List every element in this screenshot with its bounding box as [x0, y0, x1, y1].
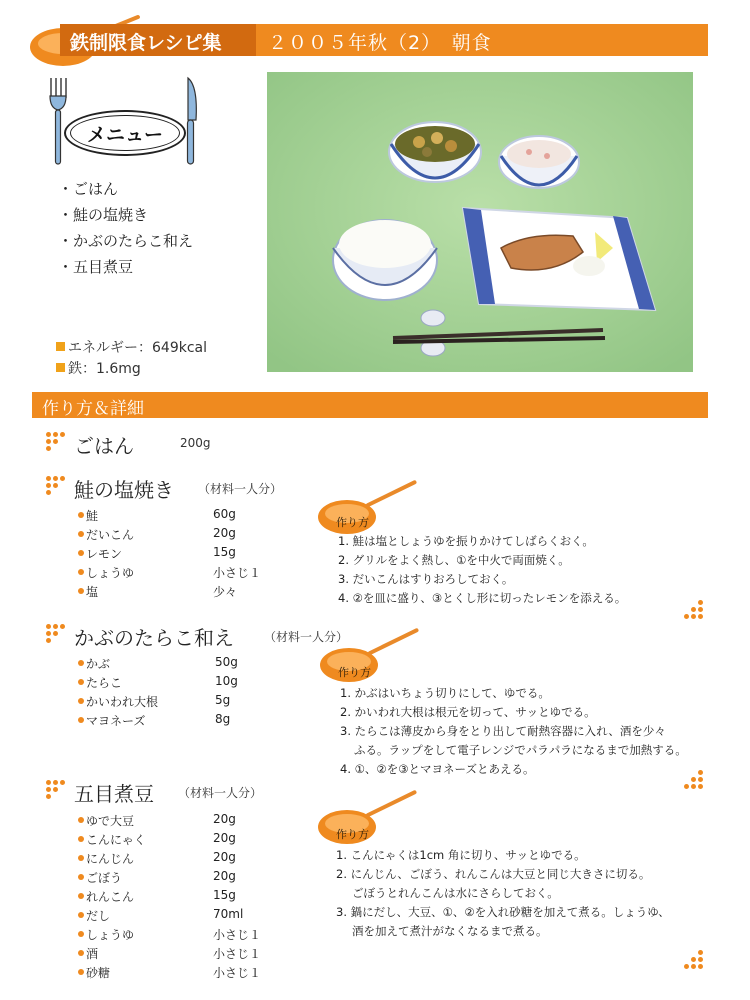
bullet-dot-icon — [78, 969, 84, 975]
dots-logo-icon — [46, 624, 66, 644]
bullet-dot-icon — [78, 717, 84, 723]
ingredient-amount: 20g — [213, 831, 236, 845]
ingredient-name: だし — [86, 909, 111, 923]
bullet-dot-icon — [78, 512, 84, 518]
page-subtitle: ２００５年秋（2） 朝食 — [268, 32, 492, 54]
ingredient-name: だいこん — [86, 528, 135, 542]
dish-note-beans: （材料一人分） — [178, 786, 263, 800]
bullet-dot-icon — [78, 931, 84, 937]
dots-logo-icon — [46, 432, 66, 452]
bullet-dot-icon — [78, 550, 84, 556]
ingredient-name: ごぼう — [86, 871, 123, 885]
menu-item-beans: ・五目煮豆 — [58, 258, 134, 276]
step-line: 3. たらこは薄皮から身をとり出して耐熱容器に入れ、酒を少々 — [340, 724, 666, 738]
dots-logo-icon — [46, 476, 66, 496]
ingredient-name: 砂糖 — [86, 966, 111, 980]
bullet-dot-icon — [78, 836, 84, 842]
step-line: 2. にんじん、ごぼう、れんこんは大豆と同じ大きさに切る。 — [336, 867, 651, 881]
ingredient-name: 酒 — [86, 947, 99, 961]
menu-item-turnip: ・かぶのたらこ和え — [58, 232, 194, 250]
menu-item-rice: ・ごはん — [58, 180, 119, 198]
ingredient-amount: 小さじ１ — [213, 947, 262, 961]
ingredient-name: かいわれ大根 — [86, 695, 159, 709]
ingredient-amount: 小さじ１ — [213, 566, 262, 580]
bullet-dot-icon — [78, 855, 84, 861]
dish-note-turnip: （材料一人分） — [264, 630, 349, 644]
ingredient-name: にんじん — [86, 852, 135, 866]
pan-label: 作り方 — [338, 666, 371, 679]
nutrition-iron: 鉄：1.6mg — [68, 361, 141, 377]
dish-title-beans: 五目煮豆 — [74, 782, 154, 806]
dish-title-salmon: 鮭の塩焼き — [74, 478, 174, 502]
dish-title-rice: ごはん — [74, 434, 134, 458]
step-line: ふる。ラップをして電子レンジでパラパラになるまで加熱する。 — [354, 743, 687, 757]
ingredient-name: しょうゆ — [86, 566, 135, 580]
step-line: 4. ②を皿に盛り、③とくし形に切ったレモンを添える。 — [338, 591, 627, 605]
ingredient-amount: 20g — [213, 526, 236, 540]
step-line: 1. こんにゃくは1cm 角に切り、サッとゆでる。 — [336, 848, 586, 862]
bullet-dot-icon — [78, 912, 84, 918]
ingredient-amount: 70ml — [213, 907, 244, 921]
ingredient-amount: 8g — [215, 712, 231, 726]
dish-title-turnip: かぶのたらこ和え — [74, 626, 234, 650]
step-line: 2. グリルをよく熱し、①を中火で両面焼く。 — [338, 553, 570, 567]
ingredient-amount: 50g — [215, 655, 238, 669]
dish-note-salmon: （材料一人分） — [198, 482, 283, 496]
step-line: 3. 鍋にだし、大豆、①、②を入れ砂糖を加えて煮る。しょうゆ、 — [336, 905, 670, 919]
ingredient-amount: 20g — [213, 850, 236, 864]
step-line: 1. かぶはいちょう切りにして、ゆでる。 — [340, 686, 550, 700]
dots-corner-icon — [684, 770, 704, 790]
dots-corner-icon — [684, 950, 704, 970]
ingredient-name: 鮭 — [86, 509, 99, 523]
section-title: 作り方＆詳細 — [42, 399, 144, 419]
bullet-dot-icon — [78, 698, 84, 704]
ingredient-name: かぶ — [86, 657, 111, 671]
bullet-dot-icon — [78, 588, 84, 594]
ingredient-amount: 10g — [215, 674, 238, 688]
step-line: 4. ①、②を③とマヨネーズとあえる。 — [340, 762, 535, 776]
ingredient-amount: 60g — [213, 507, 236, 521]
ingredient-amount: 小さじ１ — [213, 966, 262, 980]
bullet-dot-icon — [78, 679, 84, 685]
dots-logo-icon — [46, 780, 66, 800]
pan-label: 作り方 — [336, 828, 369, 841]
bullet-dot-icon — [78, 569, 84, 575]
step-line: ごぼうとれんこんは水にさらしておく。 — [352, 886, 559, 900]
menu-item-salmon: ・鮭の塩焼き — [58, 206, 149, 224]
ingredient-name: れんこん — [86, 890, 135, 904]
bullet-dot-icon — [78, 893, 84, 899]
meal-photo — [267, 72, 693, 372]
ingredient-name: しょうゆ — [86, 928, 135, 942]
step-line: 2. かいわれ大根は根元を切って、サッとゆでる。 — [340, 705, 596, 719]
bullet-dot-icon — [78, 950, 84, 956]
step-line: 3. だいこんはすりおろしておく。 — [338, 572, 514, 586]
bullet-square-icon — [56, 342, 65, 351]
bullet-dot-icon — [78, 874, 84, 880]
ingredient-amount: 小さじ１ — [213, 928, 262, 942]
ingredient-amount: 5g — [215, 693, 231, 707]
bullet-dot-icon — [78, 817, 84, 823]
step-line: 1. 鮭は塩としょうゆを振りかけてしばらくおく。 — [338, 534, 594, 548]
ingredient-amount: 15g — [213, 545, 236, 559]
dish-qty-rice: 200g — [180, 436, 211, 450]
bullet-dot-icon — [78, 531, 84, 537]
step-line: 酒を加えて煮汁がなくなるまで煮る。 — [352, 924, 548, 938]
ingredient-name: レモン — [86, 547, 123, 561]
nutrition-energy: エネルギー：649kcal — [68, 340, 207, 356]
bullet-dot-icon — [78, 660, 84, 666]
menu-label: メニュー — [86, 124, 163, 146]
ingredient-amount: 20g — [213, 869, 236, 883]
ingredient-amount: 20g — [213, 812, 236, 826]
bullet-square-icon — [56, 363, 65, 372]
pan-label: 作り方 — [336, 516, 369, 529]
ingredient-name: こんにゃく — [86, 833, 146, 847]
ingredient-amount: 少々 — [213, 585, 238, 599]
dots-corner-icon — [684, 600, 704, 620]
ingredient-name: マヨネーズ — [86, 714, 146, 728]
ingredient-amount: 15g — [213, 888, 236, 902]
page-title: 鉄制限食レシピ集 — [70, 32, 222, 54]
ingredient-name: ゆで大豆 — [86, 814, 135, 828]
ingredient-name: たらこ — [86, 676, 123, 690]
ingredient-name: 塩 — [86, 585, 99, 599]
